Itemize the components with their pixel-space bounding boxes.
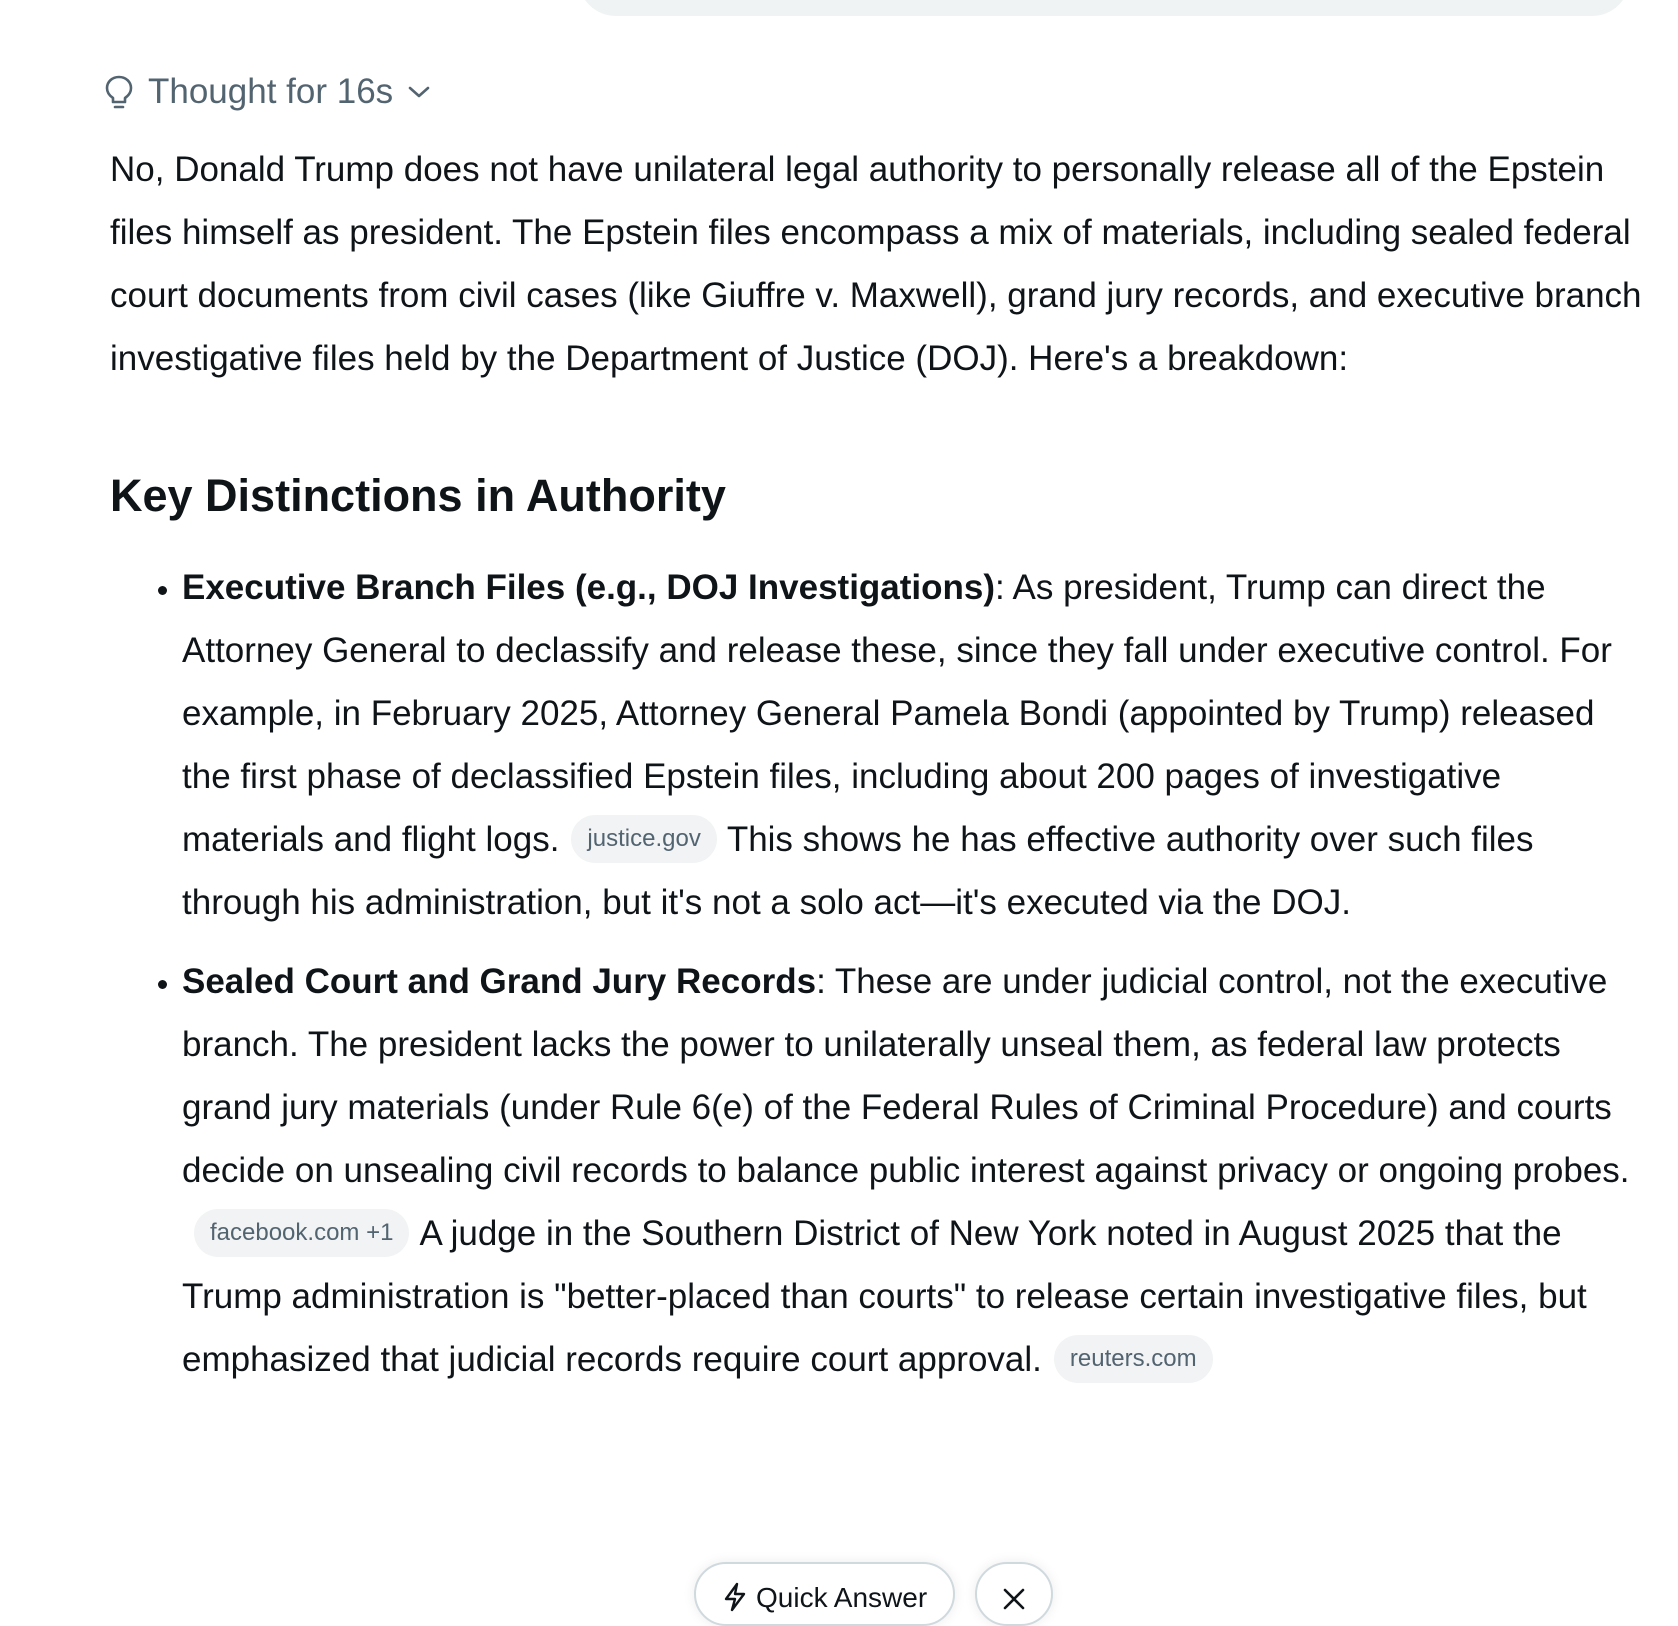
item-text: As president, Trump can direct the Attorney General to declassify and release these, since they fall under executive control. For example, in February 2025, Attorney General Pamela Bondi (appointed by Trump) released the first phase of declassified Epstein files, including about 200 pages of investigative materials and flight logs. [182,568,1612,859]
quick-answer-button[interactable] [694,1562,955,1626]
item-text: A judge in the Southern District of New York noted in August 2025 that the Trump administration is "better-placed than courts" to release certain investigative files, but emphasized that judicial records require court approval. [182,1214,1587,1379]
close-button[interactable] [975,1562,1053,1626]
list-item [182,950,1650,1391]
source-chip[interactable]: facebook.com +1 [194,1209,409,1257]
lightning-icon [722,1582,748,1619]
lightbulb-icon [104,74,134,110]
bottom-action-bar [694,1562,1053,1626]
section-heading: Key Distinctions in Authority [110,470,726,521]
item-text: These are under judicial control, not the executive branch. The president lacks the power to unilaterally unseal them, as federal law protects grand jury materials (under Rule 6(e) of the Federal Rules of Criminal Procedure) and courts decide on unsealing civil records to balance public interest against privacy or ongoing probes. [182,962,1630,1190]
source-chip[interactable]: reuters.com [1054,1335,1213,1383]
item-colon: : [816,962,826,1001]
thought-label: Thought for 16s [148,72,394,111]
answer-intro: No, Donald Trump does not have unilateral legal authority to personally release all of the Epstein files himself as president. The Epstein files encompass a mix of materials, including sealed federal court documents from civil cases (like Giuffre v. Maxwell), grand jury records, and executive branch investigative files held by the Department of Justice (DOJ). Here's a breakdown: [110,150,1642,378]
list-item [182,556,1650,934]
user-message-bubble [578,0,1630,16]
item-colon: : [995,568,1005,607]
item-title: Sealed Court and Grand Jury Records [182,962,817,1001]
item-text: This shows he has effective authority over such files through his administration, but it's not a solo act—it's executed via the DOJ. [182,820,1534,922]
chevron-down-icon [407,84,431,100]
thought-toggle[interactable] [104,66,431,118]
authority-list [110,556,1650,1391]
answer-content [110,138,1650,1407]
source-chip[interactable]: justice.gov [571,815,716,863]
item-title: Executive Branch Files (e.g., DOJ Investigations) [182,568,996,607]
quick-answer-label: Quick Answer [756,1582,928,1613]
